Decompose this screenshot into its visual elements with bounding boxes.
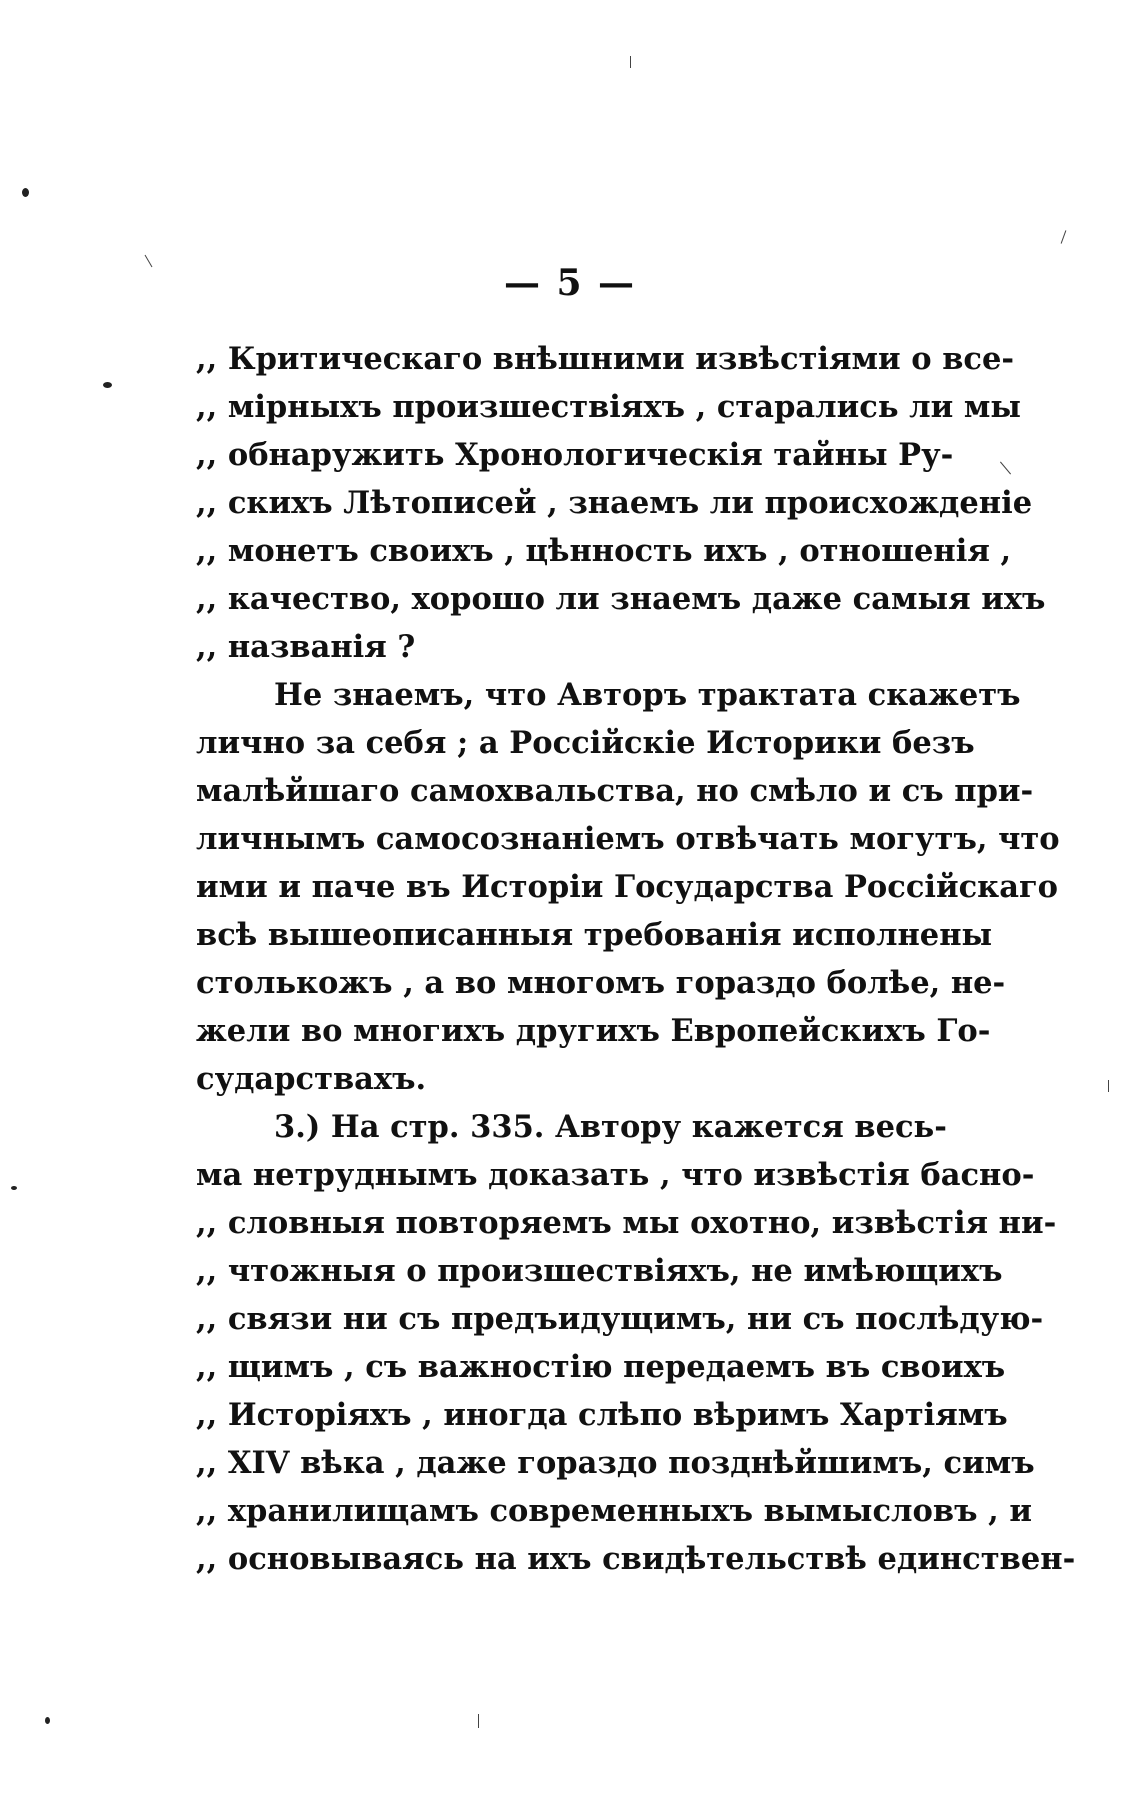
scan-mark [1108,1080,1109,1092]
text-line: малѣйшаго самохвальства, но смѣло и съ при- [196,773,1034,809]
scan-speck [103,382,112,388]
scan-mark [630,56,631,68]
text-line: ,, мірныхъ произшествіяхъ , старались ли мы [196,389,1021,425]
text-line: ,, качество, хорошо ли знаемъ даже самыя ихъ [196,581,1046,617]
text-line: ,, связи ни съ предъидущимъ, ни съ послѣдую- [196,1301,1044,1337]
scan-mark [478,1714,479,1728]
text-line: ма нетруднымъ доказать , что извѣстія басно- [196,1157,1035,1193]
paragraph-start-line: Не знаемъ, что Авторъ трактата скажетъ [274,677,1021,713]
scan-speck [22,188,29,197]
text-line: ,, основываясь на ихъ свидѣтельствѣ единствен- [196,1541,1076,1577]
text-line: жели во многихъ другихъ Европейскихъ Го- [196,1013,991,1049]
text-line: лично за себя ; а Россійскіе Историки безъ [196,725,975,761]
scan-speck [11,1186,17,1190]
text-line: ,, словныя повторяемъ мы охотно, извѣстія ни- [196,1205,1057,1241]
text-line: ,, хранилищамъ современныхъ вымысловъ , и [196,1493,1032,1529]
paragraph-start-line: 3.) На стр. 335. Автору кажется весь- [274,1109,947,1145]
text-line: ,, Критическаго внѣшними извѣстіями о все- [196,341,1015,377]
text-line: ,, XIV вѣка , даже гораздо позднѣйшимъ, симъ [196,1445,1035,1481]
text-line: ,, Исторіяхъ , иногда слѣпо вѣримъ Хартіямъ [196,1397,1008,1433]
page-number: — 5 — [503,262,637,304]
scan-mark [1000,462,1011,475]
text-line: ,, обнаружить Хронологическія тайны Ру- [196,437,954,473]
text-line: ,, монетъ своихъ , цѣнность ихъ , отношенія , [196,533,1012,569]
text-line: ,, скихъ Лѣтописей , знаемъ ли происхожденіе [196,485,1033,521]
text-line: ,, чтожныя о произшествіяхъ, не имѣющихъ [196,1253,1003,1289]
text-line: ,, щимъ , съ важностію передаемъ въ своихъ [196,1349,1006,1385]
scan-mark [1061,230,1067,243]
text-line: столькожъ , а во многомъ гораздо болѣе, не- [196,965,1006,1001]
text-line: сударствахъ. [196,1061,427,1097]
text-line: ,, названія ? [196,629,416,665]
text-line: личнымъ самосознаніемъ отвѣчать могутъ, что [196,821,1060,857]
text-line: ими и паче въ Исторіи Государства Россійскаго [196,869,1058,905]
text-line: всѣ вышеописанныя требованія исполнены [196,917,993,953]
scan-speck [45,1717,50,1724]
